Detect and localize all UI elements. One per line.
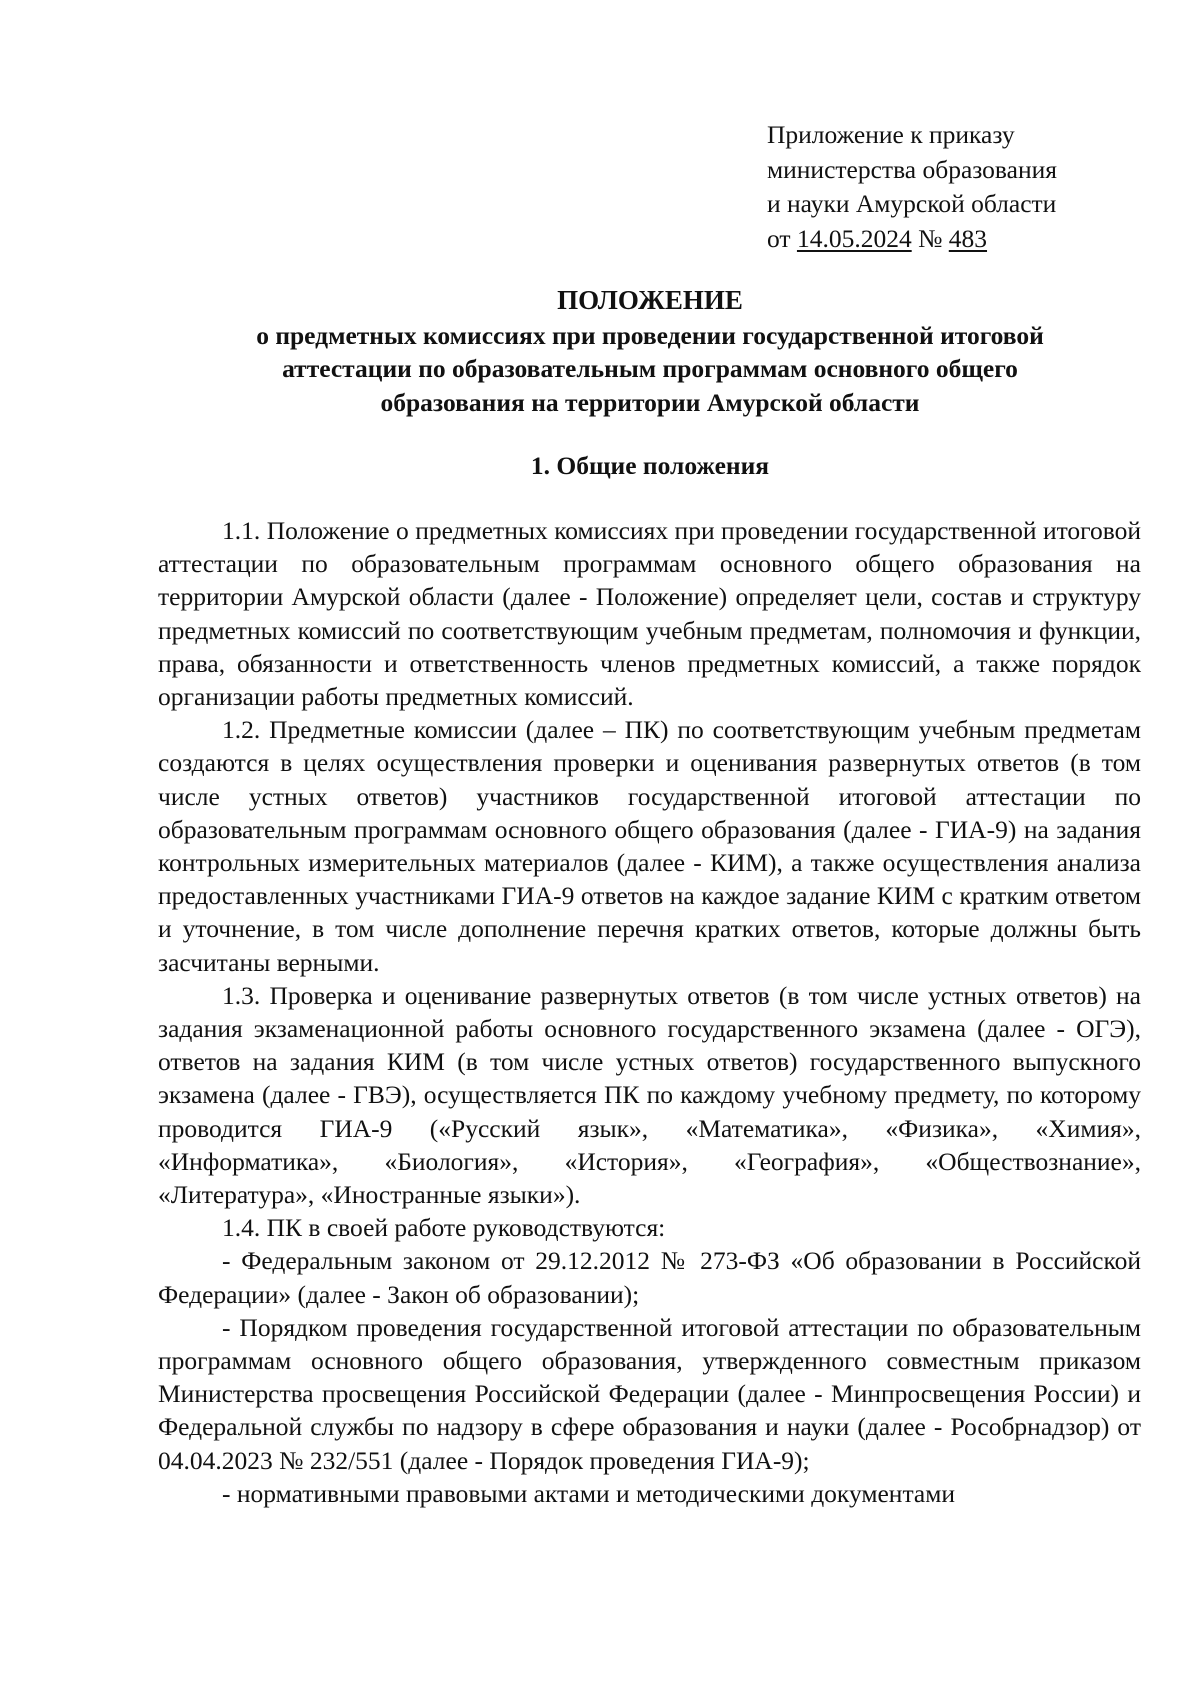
bullet-item-2: - Порядком проведения государственной итоговой аттестации по образовательным программам основного общего образования, утвержденного совместным приказом Министерства просвещения Российской Федерации (далее - Минпросвещения России) и Федеральной службы по надзору в сфере образования и науки (далее - Рособрнадзор) от 04.04.2023 № 232/551 (далее - Порядок проведения ГИА-9); bbox=[158, 1312, 1141, 1475]
bullet-item-3: - нормативными правовыми актами и методическими документами bbox=[222, 1478, 956, 1508]
appendix-line-1: Приложение к приказу bbox=[767, 120, 1015, 149]
appendix-note bbox=[767, 118, 1057, 256]
bullet-item-1: - Федеральным законом от 29.12.2012 № 273-ФЗ «Об образовании в Российской Федерации» (далее - Закон об образовании); bbox=[158, 1246, 1141, 1309]
appendix-number-prefix: № bbox=[911, 223, 949, 253]
appendix-date: 14.05.2024 bbox=[796, 223, 912, 253]
document-subtitle-line-2: аттестации по образовательным программам основного общего bbox=[282, 354, 1018, 383]
document-subtitle-line-3: образования на территории Амурской области bbox=[380, 387, 920, 417]
document-title-block bbox=[150, 284, 1150, 419]
paragraph-1-2: 1.2. Предметные комиссии (далее – ПК) по соответствующим учебным предметам создаются в целях осуществления проверки и оценивания развернутых ответов (в том числе устных ответов) участников государственной итоговой аттестации по образовательным программам основного общего образования (далее - ГИА-9) на задания контрольных измерительных материалов (далее - КИМ), а также осуществления анализа предоставленных участниками ГИА-9 ответов на каждое задание КИМ с кратким ответом и уточнение, в том числе дополнение перечня кратких ответов, которые должны быть засчитаны верными. bbox=[158, 715, 1141, 977]
appendix-line-4 bbox=[767, 222, 1057, 257]
appendix-line-2: министерства образования bbox=[767, 154, 1057, 184]
document-subtitle-line-1: о предметных комиссиях при проведении государственной итоговой bbox=[256, 320, 1044, 350]
paragraph-1-3: 1.3. Проверка и оценивание развернутых ответов (в том числе устных ответов) на задания экзаменационной работы основного государственного экзамена (далее - ОГЭ), ответов на задания КИМ (в том числе устных ответов) государственного выпускного экзамена (далее - ГВЭ), осуществляется ПК по каждому учебному предмету, по которому проводится ГИА-9 («Русский язык», «Математика», «Физика», «Химия», «Информатика», «Биология», «История», «География», «Обществознание», «Литература», «Иностранные языки»). bbox=[158, 980, 1141, 1210]
paragraph-1-1: 1.1. Положение о предметных комиссиях при проведении государственной итоговой аттестации по образовательным программам основного общего образования на территории Амурской области (далее - Положение) определяет цели, состав и структуру предметных комиссий по соответствующим учебным предметам, полномочия и функции, права, обязанности и ответственность членов предметных комиссий, а также порядок организации работы предметных комиссий. bbox=[158, 516, 1141, 712]
section-heading: 1. Общие положения bbox=[530, 451, 770, 480]
paragraph-1-4: 1.4. ПК в своей работе руководствуются: bbox=[222, 1213, 666, 1243]
appendix-line-3: и науки Амурской области bbox=[767, 189, 1057, 218]
document-body bbox=[158, 514, 1141, 1510]
document-title: ПОЛОЖЕНИЕ bbox=[557, 285, 743, 315]
appendix-date-prefix: от bbox=[767, 223, 797, 253]
appendix-number: 483 bbox=[948, 223, 988, 253]
